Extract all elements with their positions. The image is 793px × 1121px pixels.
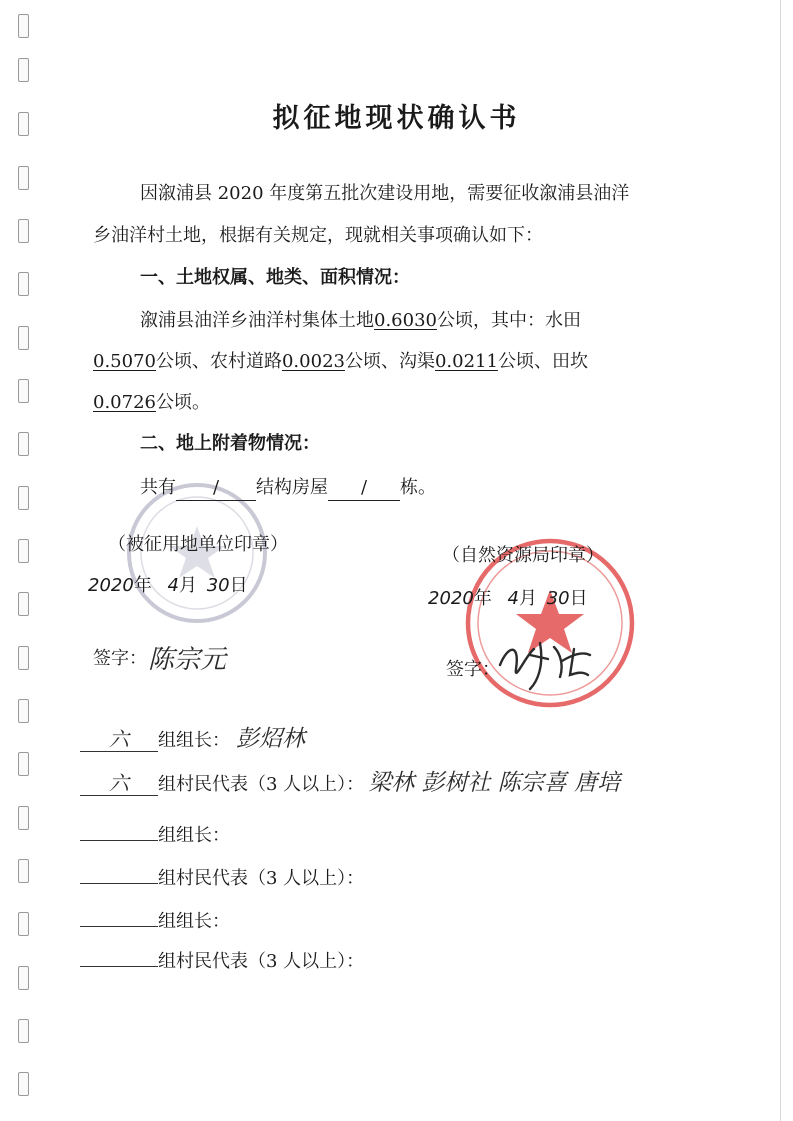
village-sign-label: 签字：	[93, 648, 147, 669]
page-edge	[780, 0, 781, 1121]
group-representatives-signatures: 梁林 彭树社 陈宗喜 唐培	[368, 770, 621, 796]
village-date-year: 2020	[88, 575, 134, 596]
group-number-fill: 六	[80, 727, 158, 752]
structure-house-label: 结构房屋	[256, 477, 328, 498]
village-date-month-char: 月	[179, 575, 197, 596]
section1-heading: 一、土地权属、地类、面积情况：	[140, 267, 410, 288]
paddy-label: 公顷，其中：水田	[436, 310, 581, 331]
group-number-fill	[80, 861, 158, 884]
village-date	[88, 571, 248, 597]
group-leader-label: 组组长：	[158, 730, 230, 751]
ditch-area-value: 0.0211	[434, 351, 498, 372]
group-representatives-label: 组村民代表（3 人以上）：	[158, 951, 365, 972]
resources-date-year-char: 年	[473, 588, 492, 609]
resources-date	[428, 584, 588, 610]
section1-line-3	[93, 391, 210, 415]
group-number-fill	[80, 904, 158, 927]
village-date-year-char: 年	[133, 575, 152, 596]
village-date-month: 4	[167, 575, 179, 596]
binding-holes	[12, 0, 36, 1121]
resources-date-day: 30	[546, 588, 570, 609]
village-date-day-char: 日	[229, 575, 248, 596]
resources-date-day-char: 日	[569, 588, 588, 609]
total-prefix: 共有	[140, 477, 176, 498]
group-row	[80, 727, 305, 753]
resources-signature-scrawl	[490, 625, 600, 695]
intro-line-2: 乡油洋村土地，根据有关规定，现就相关事项确认如下：	[93, 225, 543, 246]
village-signature: 陈宗元	[148, 645, 227, 675]
document-title: 拟征地现状确认书	[272, 103, 521, 134]
village-date-day: 30	[206, 575, 230, 596]
section1-line-2	[93, 350, 588, 374]
resources-date-month-char: 月	[519, 588, 537, 609]
resources-date-month: 4	[507, 588, 519, 609]
group-leader-signature: 彭炤林	[236, 726, 305, 752]
section2-line	[140, 476, 436, 501]
section2-heading: 二、地上附着物情况：	[140, 433, 320, 454]
ditch-label: 公顷、沟渠	[344, 351, 435, 372]
group-number-fill	[80, 818, 158, 841]
section1-line-1	[140, 309, 581, 333]
hectare-end: 公顷。	[155, 392, 210, 413]
group-number-fill: 六	[80, 771, 158, 796]
intro-line-1: 因溆浦县 2020 年度第五批次建设用地，需要征收溆浦县油洋	[140, 183, 630, 204]
total-area-value: 0.6030	[374, 310, 437, 331]
ridge-area-value: 0.0726	[93, 392, 156, 413]
structure-fill: /	[176, 476, 256, 501]
resources-date-year: 2020	[428, 588, 474, 609]
road-area-value: 0.0023	[281, 351, 345, 372]
group-number-fill	[80, 944, 158, 967]
village-seal-label: （被征用地单位印章）	[108, 534, 288, 555]
house-count-fill: /	[328, 476, 400, 501]
group-leader-label: 组组长：	[158, 825, 230, 846]
group-row	[80, 904, 230, 934]
road-label: 公顷、农村道路	[155, 351, 282, 372]
land-owner-text: 溆浦县油洋乡油洋村集体土地	[140, 310, 374, 331]
group-row	[80, 818, 230, 848]
ridge-label: 公顷、田坎	[497, 351, 588, 372]
group-row	[80, 861, 364, 891]
building-suffix: 栋。	[400, 477, 436, 498]
resources-sign-label: 签字：	[446, 659, 500, 680]
group-row	[80, 771, 620, 797]
group-representatives-label: 组村民代表（3 人以上）：	[158, 868, 365, 889]
paddy-area-value: 0.5070	[93, 351, 156, 372]
resources-seal-label: （自然资源局印章）	[442, 545, 604, 566]
group-representatives-label: 组村民代表（3 人以上）：	[158, 774, 365, 795]
group-leader-label: 组组长：	[158, 911, 230, 932]
group-row	[80, 944, 364, 974]
